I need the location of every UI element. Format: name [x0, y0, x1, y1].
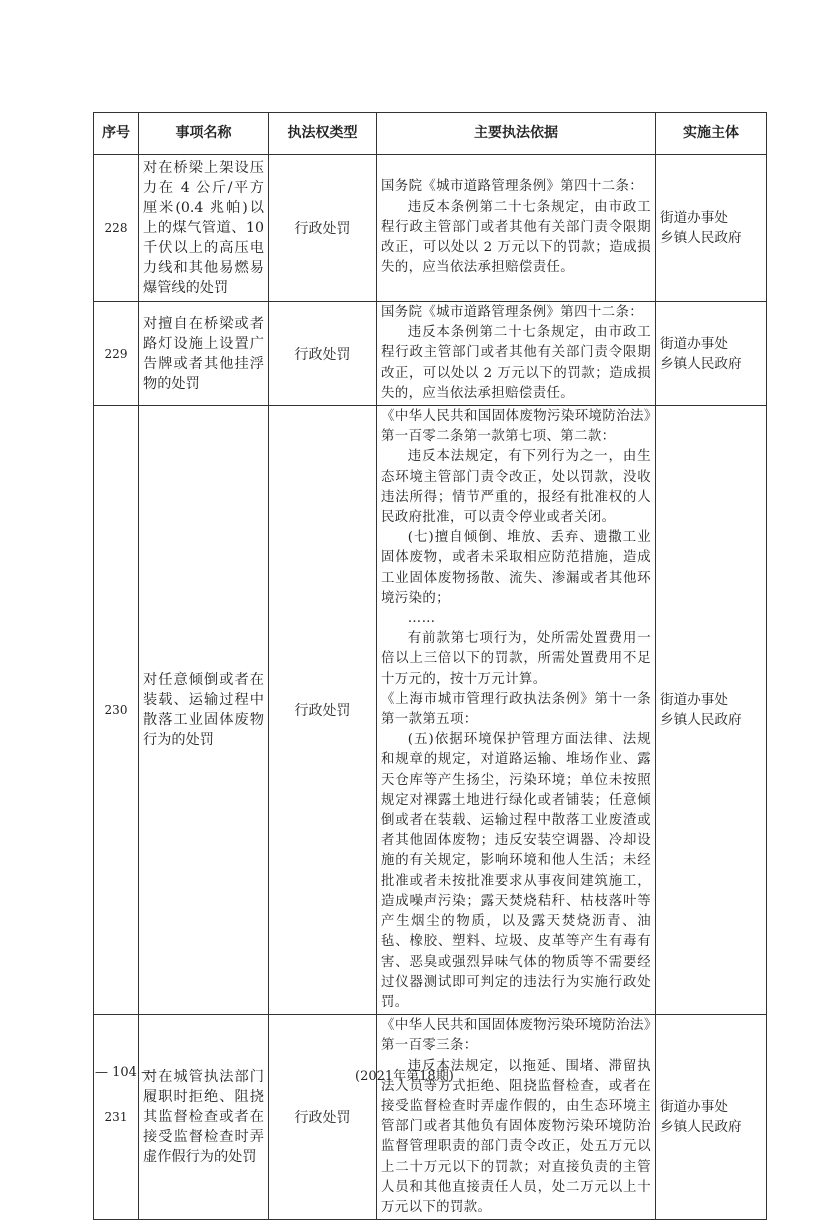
issue-label: (2021年第18期) — [355, 1069, 454, 1084]
basis-paragraph: 《中华人民共和国固体废物污染环境防治法》第一百零二条第一款第七项、第二款： — [381, 409, 651, 445]
table-row — [94, 302, 767, 406]
implementing-body-line: 乡镇人民政府 — [660, 355, 742, 372]
header-org: 实施主体 — [656, 113, 767, 155]
table-row — [94, 155, 767, 302]
legal-basis — [377, 406, 656, 1015]
implementing-body-line: 乡镇人民政府 — [660, 712, 742, 729]
legal-basis — [377, 155, 656, 302]
implementing-body-line: 街道办事处 — [660, 210, 728, 226]
basis-paragraph: 《上海市城市管理行政执法条例》第十一条第一款第五项： — [381, 691, 651, 728]
legal-basis — [377, 302, 656, 406]
basis-paragraph: 违反本法规定，有下列行为之一，由生态环境主管部门责令改正，处以罚款，没收违法所得；情节严重的，报经有批准权的人民政府批准，可以责令停业或者关闭。 — [381, 449, 651, 526]
item-name: 对任意倾倒或者在装载、运输过程中散落工业固体废物行为的处罚 — [139, 406, 269, 1015]
table-header — [94, 113, 767, 155]
row-number: 230 — [94, 406, 139, 1015]
implementing-body-line: 街道办事处 — [660, 1099, 728, 1116]
row-number: 228 — [94, 155, 139, 302]
row-number: 231 — [94, 1015, 139, 1220]
enforcement-type: 行政处罚 — [269, 1015, 377, 1220]
table-row — [94, 1015, 767, 1220]
item-name: 对在桥梁上架设压力在 4 公斤/平方厘米(0.4 兆帕)以上的煤气管道、10千伏以上的高压电力线和其他易燃易爆管线的处罚 — [139, 155, 269, 302]
implementing-body-line: 乡镇人民政府 — [660, 230, 742, 246]
enforcement-type: 行政处罚 — [269, 155, 377, 302]
row-number: 229 — [94, 302, 139, 406]
implementing-body-line: 乡镇人民政府 — [660, 1119, 742, 1136]
table-row — [94, 406, 767, 1015]
legal-basis — [377, 1015, 656, 1220]
basis-paragraph: (七)擅自倾倒、堆放、丢弃、遗撒工业固体废物，或者未采取相应防范措施，造成工业固体废物扬散、流失、渗漏或者其他环境污染的； — [381, 530, 651, 606]
enforcement-table — [93, 112, 767, 1220]
item-name: 对擅自在桥梁或者路灯设施上设置广告牌或者其他挂浮物的处罚 — [139, 302, 269, 406]
basis-paragraph: (五)依据环境保护管理方面法律、法规和规章的规定，对道路运输、堆场作业、露天仓库等产生扬尘，污染环境；单位未按照规定对裸露土地进行绿化或者铺装；任意倾倒或者在装载、运输过程中散落工业废渣或者其他固体废物；违反安装空调器、冷却设施的有关规定，影响环境和他人生活；未经批准或者未按批准要求从事夜间建筑施工，造成噪声污染；露天焚烧秸秆、枯枝落叶等产生烟尘的物质，以及露天焚烧沥青、油毡、橡胶、塑料、垃圾、皮革等产生有毒有害、恶臭或强烈异味气体的物质等不需要经过仪器测试即可判定的违法行为实施行政处罚。 — [381, 732, 651, 1010]
basis-paragraph: 有前款第七项行为，处所需处置费用一倍以上三倍以下的罚款，所需处置费用不足十万元的，按十万元计算。 — [381, 631, 651, 687]
implementing-body — [656, 1015, 767, 1220]
basis-paragraph: 国务院《城市道路管理条例》第四十二条： — [381, 179, 644, 195]
basis-paragraph: 《中华人民共和国固体废物污染环境防治法》第一百零三条： — [381, 1018, 651, 1054]
header-no: 序号 — [94, 113, 139, 155]
basis-paragraph: 违反本法规定，以拖延、围堵、滞留执法人员等方式拒绝、阻挠监督检查，或者在接受监督检查时弄虚作假的，由生态环境主管部门或者其他负有固体废物污染环境防治监督管理职责的部门责令改正，处五万元以上二十万元以下的罚款；对直接负责的主管人员和其他直接责任人员，处二万元以上十万元以下的罚款。 — [381, 1058, 651, 1215]
basis-paragraph: 违反本条例第二十七条规定，由市政工程行政主管部门或者其他有关部门责令限期改正，可以处以 2 万元以下的罚款；造成损失的，应当依法承担赔偿责任。 — [381, 199, 651, 276]
enforcement-type: 行政处罚 — [269, 302, 377, 406]
implementing-body-line: 街道办事处 — [660, 692, 728, 709]
header-name: 事项名称 — [139, 113, 269, 155]
basis-paragraph: …… — [407, 611, 436, 627]
implementing-body — [656, 302, 767, 406]
basis-paragraph: 国务院《城市道路管理条例》第四十二条： — [381, 305, 644, 320]
implementing-body — [656, 155, 767, 302]
header-basis: 主要执法依据 — [377, 113, 656, 155]
header-type: 执法权类型 — [269, 113, 377, 155]
page-number: — 104 — — [95, 1065, 155, 1080]
enforcement-type: 行政处罚 — [269, 406, 377, 1015]
implementing-body — [656, 406, 767, 1015]
basis-paragraph: 违反本条例第二十七条规定，由市政工程行政主管部门或者其他有关部门责令限期改正，可以处以 2 万元以下的罚款；造成损失的，应当依法承担赔偿责任。 — [381, 325, 651, 401]
item-name: 对在城管执法部门履职时拒绝、阻挠其监督检查或者在接受监督检查时弄虚作假行为的处罚 — [139, 1015, 269, 1220]
implementing-body-line: 街道办事处 — [660, 335, 728, 352]
